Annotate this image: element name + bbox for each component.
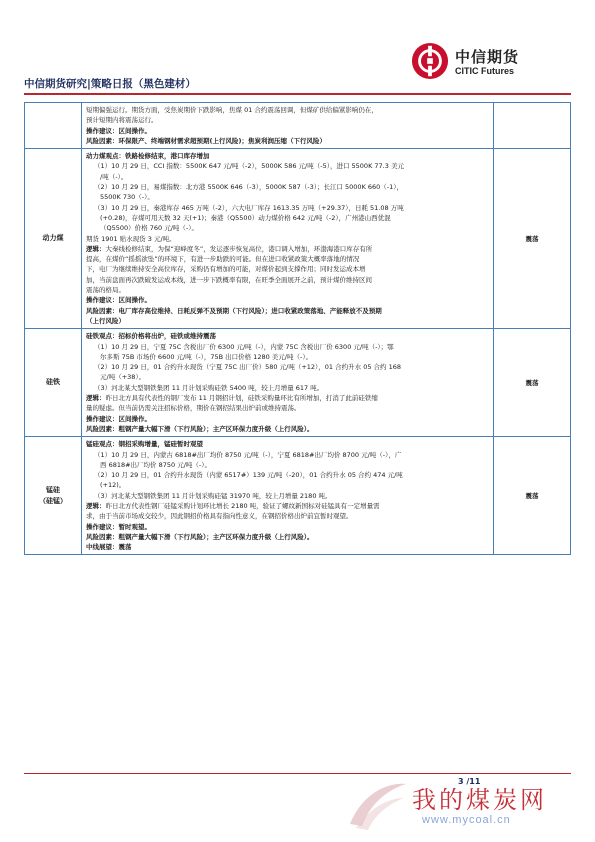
header-divider <box>24 93 571 95</box>
category-cell <box>25 103 82 148</box>
analysis-line: （2）10 月 29 日，易煤指数：北方港 5500K 646（-3），5000K 587（-3）；长江口 5000K 660（-1）， <box>94 183 404 192</box>
analysis-line: 操作建议：暂时观望。 <box>86 522 151 531</box>
table-row <box>25 436 570 554</box>
analysis-line: （上行风险） <box>86 316 125 325</box>
analysis-line: （2）10 月 29 日，01 合约升水现货（内蒙 6517#）139 元/吨（-20），01 合约升水 05 合约 474 元/吨 <box>94 471 403 480</box>
analysis-cell <box>82 437 494 554</box>
analysis-line: 5500K 730（-）。 <box>100 193 154 202</box>
analysis-line: （2）10 月 29 日，01 合约升水现货（宁夏 75C 出厂价）580 元/吨（+12），01 合约升水 05 合约 168 <box>94 363 401 372</box>
analysis-line: 尔多斯 75B 市场价 6600 元/吨（-），75B 出口价格 1280 美元/吨（-）。 <box>100 352 313 361</box>
category-cell <box>25 437 82 554</box>
analysis-line: 下，电厂为继续维持安全高位库存，采购仍有增加的可能，对煤价起到支撑作用；同时发运成本增 <box>86 265 366 274</box>
outlook-label: 震荡 <box>525 379 539 388</box>
analysis-line: 风险因素：环保限产、终端钢材需求超预期(上行风险)；焦炭利润压缩（下行风险） <box>86 136 326 145</box>
strategy-table <box>24 102 571 555</box>
citic-logo-icon <box>411 42 449 80</box>
analysis-line: 中线展望：震荡 <box>86 543 132 552</box>
analysis-line: 风险因素：电厂库存高位维持、日耗反弹不及预期（下行风险）；进口收紧政策落地、产能释放不及预期 <box>86 306 382 315</box>
outlook-cell <box>494 103 570 148</box>
table-row <box>25 103 570 148</box>
analysis-line: 求，由于当前市场成交较少，因此钢招价格具有指向性意义，在钢招价格出炉前宜暂时观望。 <box>86 512 353 521</box>
outlook-cell <box>494 329 570 436</box>
analysis-line: （1）10 月 29 日，宁夏 75C 含税出厂价 6300 元/吨（-），内蒙 75C 含税出厂价 6300 元/吨（-）；鄂 <box>94 342 394 351</box>
category-cell <box>25 149 82 328</box>
outlook-cell <box>494 149 570 328</box>
report-title: 中信期货研究|策略日报（黑色建材） <box>24 78 196 90</box>
analysis-line: 西 6818#出厂均价 8750 元/吨（-）。 <box>100 460 212 469</box>
analysis-line: （1）10 月 29 日，CCI 指数：5500K 647 元/吨（-2），5000K 586 元/吨（-5），进口 5500K 77.3 美元 <box>94 162 404 171</box>
analysis-line: 风险因素：粗钢产量大幅下滑（下行风险）；主产区环保力度升级（上行风险）。 <box>86 424 314 433</box>
watermark-chinese-text: 我的煤炭网 <box>412 786 547 814</box>
category-label: 动力煤 <box>42 234 64 243</box>
analysis-line: 动力煤观点：铁路检修结束，港口库存增加 <box>86 152 210 161</box>
watermark-swoosh-icon <box>342 774 412 832</box>
outlook-cell <box>494 437 570 554</box>
category-label: 硅铁 <box>46 378 60 387</box>
analysis-line: (+0.28)，存煤可用天数 32 天(+1)；秦港（Q5500）动力煤价格 642 元/吨（-2），广州港山西优混 <box>100 213 391 222</box>
analysis-line: 元/吨（+38）。 <box>100 373 146 382</box>
analysis-line: （3）河北某大型钢铁集团 11 月计划采购硅锰 31970 吨，较上月增量 2180 吨。 <box>94 491 332 500</box>
analysis-cell <box>82 103 494 148</box>
analysis-line: 风险因素：粗钢产量大幅下滑（下行风险）；主产区环保力度升级（上行风险）。 <box>86 532 314 541</box>
analysis-line: /吨（-）。 <box>100 172 128 181</box>
analysis-line: 预计短期内将震荡运行。 <box>86 116 158 125</box>
analysis-line: 量的疑虑。但当前仍需关注招标价格，期价在钢招结果出炉前或维持震荡。 <box>86 404 301 413</box>
category-cell <box>25 329 82 436</box>
analysis-line: 提高，在煤价“摇摇欲坠”的环境下，有进一步助跌的可能。但在进口收紧政策大概率落地的情况 <box>86 255 360 264</box>
analysis-cell <box>82 149 494 328</box>
mycoal-watermark <box>342 774 582 834</box>
logo-chinese-text: 中信期货 <box>455 48 520 66</box>
analysis-line: 逻辑：昨日北方代表性钢厂硅锰采购计划环比增长 2180 吨，验证了螺纹新国标对硅锰具有一定增量需 <box>86 501 380 510</box>
logo-english-text: CITIC Futures <box>455 66 515 76</box>
watermark-url: www.mycoal.cn <box>422 814 511 826</box>
analysis-line: 操作建议：区间操作。 <box>86 126 151 135</box>
analysis-line: 操作建议：区间操作。 <box>86 414 151 423</box>
analysis-line: 操作建议：区间操作。 <box>86 296 151 305</box>
analysis-line: 短期偏强运行。期货方面，受焦炭期价下跌影响，焦煤 01 合约震荡回调，但煤矿供给偏紧影响仍在， <box>86 106 378 114</box>
outlook-label: 震荡 <box>525 235 539 244</box>
analysis-line: 硅铁观点：招标价格将出炉，硅铁或维持震荡 <box>86 332 216 341</box>
page-number: 3 /11 <box>458 777 481 786</box>
analysis-line: 震荡的格局。 <box>86 286 125 295</box>
analysis-line: （Q5500）价格 760 元/吨（-）。 <box>100 224 198 233</box>
analysis-line: 锰硅观点：钢招采购增量，锰硅暂时观望 <box>86 440 203 449</box>
analysis-line: 期货 1901 贴水现货 3 元/吨。 <box>86 234 176 243</box>
analysis-line: (+12)。 <box>100 481 126 490</box>
category-label: 锰硅 （硅锰） <box>39 485 67 505</box>
analysis-line: 逻辑：昨日北方具有代表性的钢厂发布 11 月钢招计划，硅铁采购量环比有所增加，打消了此前硅铁缩 <box>86 394 378 403</box>
analysis-cell <box>82 329 494 436</box>
outlook-label: 震荡 <box>525 492 539 501</box>
analysis-line: 加，当前盘面再次跌破发运成本线，进一步下跌概率有限，在旺季全面展开之前，预计煤价维持区间 <box>86 275 372 284</box>
table-row <box>25 328 570 436</box>
table-row <box>25 148 570 328</box>
citic-futures-logo <box>411 42 541 86</box>
analysis-line: （3）10 月 29 日，秦港库存 465 万吨（-2），六大电厂库存 1613.35 万吨（+29.37），日耗 51.08 万吨 <box>94 203 404 212</box>
analysis-line: （3）河北某大型钢铁集团 11 月计划采购硅铁 5400 吨，较上月增量 617 吨。 <box>94 383 324 392</box>
analysis-line: （1）10 月 29 日，内蒙古 6818#出厂均价 8750 元/吨（-），宁夏 6818#出厂均价 8700 元/吨（-），广 <box>94 450 402 459</box>
analysis-line: 逻辑：大秦线检修结束，为保“迎峰度冬”，发运逐步恢复高位，港口调入增加，环渤海港口库存有所 <box>86 244 373 253</box>
